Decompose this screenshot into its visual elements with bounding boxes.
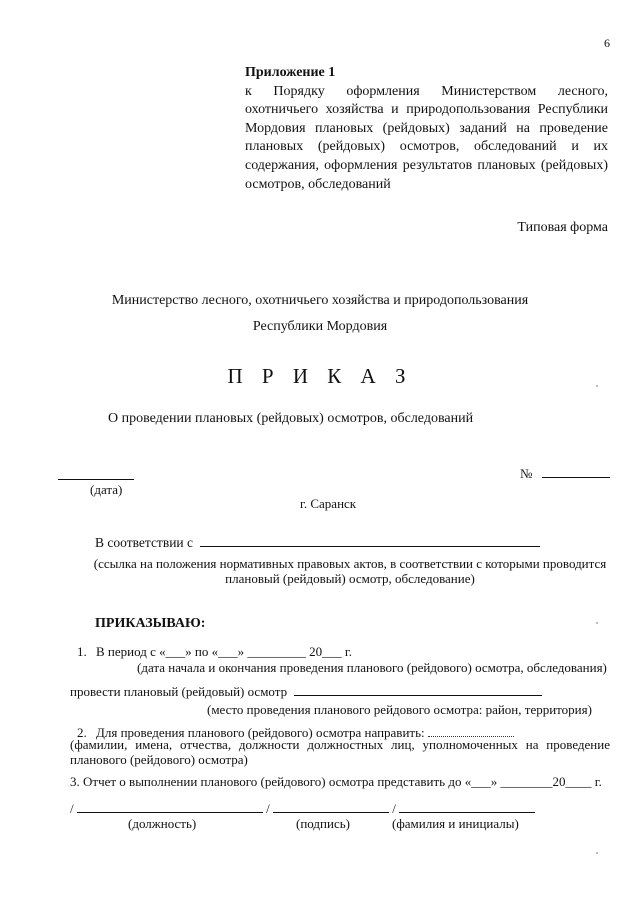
- annex-title: Приложение 1: [245, 65, 336, 80]
- date-caption: (дата): [90, 482, 123, 497]
- scan-mark: [596, 622, 598, 624]
- city: г. Саранск: [300, 496, 357, 511]
- annex-block: [245, 64, 608, 194]
- number-underline: [542, 465, 610, 478]
- signature-slash-3: /: [392, 801, 396, 816]
- name-caption: (фамилия и инициалы): [392, 816, 519, 831]
- conduct-field: [70, 683, 542, 700]
- typical-form-label: Типовая форма: [517, 220, 608, 235]
- annex-body: к Порядку оформления Министерством лесного, охотничьего хозяйства и природопользования Республики Мордовия плановых (рейдовых) заданий на проведение плановых (рейдовых) осмотров, обследований и их содержания, оформления результатов плановых (рейдовых) осмотров, обследований: [245, 83, 608, 192]
- number-field: [520, 465, 610, 482]
- item-2-caption: (фамилии, имена, отчества, должности должностных лиц, уполномоченных на проведение планового (рейдового) осмотра): [70, 737, 610, 767]
- accordance-caption: [60, 556, 640, 586]
- position-underline: [77, 800, 263, 813]
- accordance-underline: [200, 534, 540, 547]
- signature-slash-2: /: [266, 801, 270, 816]
- sign-underline: [273, 800, 389, 813]
- ministry-line-2: Республики Мордовия: [252, 319, 388, 334]
- position-caption: (должность): [128, 816, 197, 831]
- signature-slash-1: /: [70, 801, 74, 816]
- item-2-underline: [428, 724, 514, 737]
- item-1-number: 1.: [77, 644, 87, 659]
- conduct-underline: [294, 683, 542, 696]
- item-1-caption: (дата начала и окончания проведения планового (рейдового) осмотра, обследования): [137, 660, 607, 675]
- accordance-caption-line-1: (ссылка на положения нормативных правовых актов, в соответствии с которыми проводится: [93, 556, 607, 571]
- date-underline: [58, 467, 134, 480]
- page-number: 6: [604, 36, 610, 50]
- signature-line: [70, 800, 535, 817]
- accordance-field: [95, 534, 540, 551]
- conduct-label: провести плановый (рейдовый) осмотр: [70, 684, 288, 699]
- scan-mark: [596, 385, 598, 387]
- item-2-text: Для проведения планового (рейдового) осмотра направить:: [96, 725, 425, 740]
- document-title: П Р И К А З: [227, 364, 413, 388]
- item-3: 3. Отчет о выполнении планового (рейдового) осмотра представить до «___» ________20____ г.: [70, 774, 602, 789]
- item-2-number: 2.: [77, 725, 87, 740]
- number-label: №: [520, 466, 533, 481]
- ministry-header: [0, 288, 640, 340]
- ministry-line-1: Министерство лесного, охотничьего хозяйства и природопользования: [111, 293, 529, 308]
- document-subject: О проведении плановых (рейдовых) осмотров, обследований: [108, 411, 474, 426]
- item-1-text: В период с «___» по «___» _________ 20___ г.: [96, 644, 352, 659]
- name-underline: [399, 800, 535, 813]
- accordance-label: В соответствии с: [95, 535, 194, 550]
- scan-mark: [596, 852, 598, 854]
- item-1: [77, 644, 352, 660]
- accordance-caption-line-2: плановый (рейдовый) осмотр, обследование): [225, 571, 475, 586]
- order-word: ПРИКАЗЫВАЮ:: [95, 616, 206, 631]
- sign-caption: (подпись): [296, 816, 350, 831]
- conduct-caption: (место проведения планового рейдового осмотра: район, территория): [207, 702, 592, 717]
